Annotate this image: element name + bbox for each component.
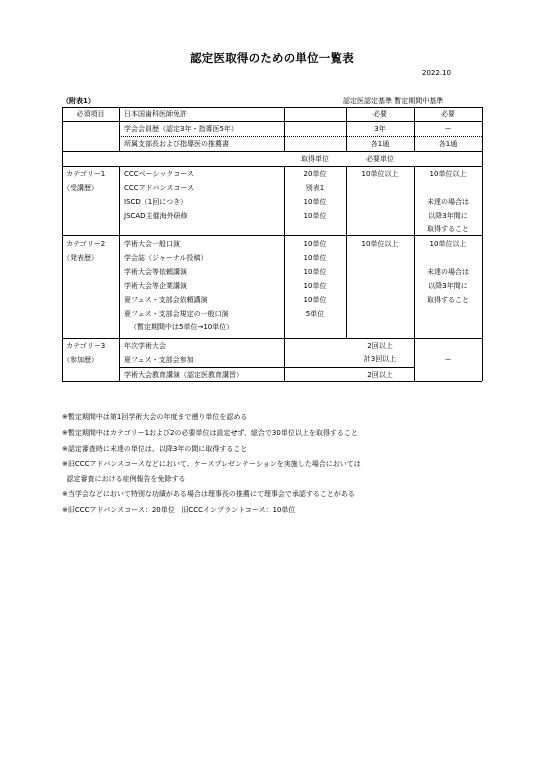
category-2-unit: 10単位 [303,296,327,304]
category-1-interim: 取得すること [427,225,469,233]
category-3-std-required: 2回以上 [367,371,393,379]
note-line: ※暫定期間中はカテゴリー1および2の必要単位は設定せず、総合で30単位以上を取得すること [62,429,358,437]
category-2-sub: （発表歴） [63,254,98,262]
required-label: 必須項目 [76,110,105,118]
table-label: （附表1） [62,97,95,105]
col-divider [482,107,483,381]
category-2-item: 学会誌（ジャーナル投稿） [124,254,208,262]
category-1-item: CCCベーシックコース [124,170,194,178]
category-2-unit: 10単位 [303,254,327,262]
required-interim-value: ー [444,125,452,133]
std-header: 必要 [373,110,387,118]
required-item: 学会会員歴（認定3年・指導医5年） [124,125,238,133]
category-1-unit: 別表1 [305,184,325,192]
required-std-value: 3年 [374,125,386,133]
note-line: ※旧CCCアドバンスコースなどにおいて、ケースプレゼンテーションを実施した場合においては [62,460,361,468]
category-2-interim: 10単位以上 [429,240,467,248]
header-note: 認定医認定基準 暫定期間中基準 [343,97,444,105]
note-line: ※旧CCCアドバンスコース：20単位 旧CCCインプラントコース：10単位 [62,506,296,514]
category-1-sub: （受講歴） [63,184,98,192]
row-divider-dotted [119,136,482,137]
category-2-interim: 以降3年間に [428,282,468,290]
section-divider [62,338,482,339]
category-3-std-required: 計3回以上 [363,355,397,363]
category-2-extra-note: （暫定期間中は5単位→10単位） [130,323,234,331]
category-3-item: 年次学術大会 [124,342,166,350]
document-date: 2022.10 [422,69,451,77]
category-1-item: JSCAD主催海外研修 [124,212,188,220]
category-1-unit: 20単位 [303,170,327,178]
category-3-interim: ー [444,356,452,364]
note-line: 認定審査における症例報告を免除する [62,475,186,483]
table-top-border [62,107,482,108]
col-divider [284,107,285,151]
col-divider [62,107,63,381]
category-3-std-required: 2回以上 [367,342,393,350]
page-title: 認定医取得のための単位一覧表 [190,51,354,65]
category-3-sub: （参加歴） [63,356,98,364]
col-divider [119,107,120,151]
category-2-item: 学術大会一般口演 [124,240,180,248]
section-divider [62,235,482,236]
required-column-header: 必要単位 [366,155,394,163]
category-2-item: 学術大会等依頼講演 [124,268,187,276]
row-divider [62,121,482,122]
category-2-item: 学術大会等企業講演 [124,282,187,290]
category-1-interim: 10単位以上 [429,170,467,178]
required-interim-value: 各1通 [438,140,458,148]
category-2-unit: 10単位 [303,268,327,276]
category-1-interim: 未達の場合は [427,198,469,206]
category-1-interim: 以降3年間に [428,212,468,220]
category-1-item: CCCアドバンスコース [124,184,194,192]
required-item: 所属支部長および指導医の推薦書 [124,140,229,148]
unit-column-header: 取得単位 [301,155,329,163]
category-2-unit: 10単位 [303,240,327,248]
category-2-interim: 未達の場合は [427,268,469,276]
interim-header: 必要 [441,110,455,118]
category-2-unit: 10単位 [303,282,327,290]
category-1-label: カテゴリー1 [66,170,106,178]
category-2-unit: 5単位 [305,310,325,318]
category-3-item: 学術大会教育講演（認定医教育講習） [124,371,243,379]
required-std-value: 各1通 [370,140,390,148]
section-divider [62,166,482,167]
category-3-label: カテゴリー3 [66,342,106,350]
required-item: 日本国歯科医師免許 [124,110,187,118]
note-line: ※認定審査時に未達の単位は、以降3年の間に取得すること [62,445,248,453]
category-2-interim: 取得すること [427,296,469,304]
category-1-unit: 10単位 [303,212,327,220]
col-divider [119,166,120,381]
category-2-label: カテゴリー2 [66,240,106,248]
category-1-item: ISCD（1回につき） [124,198,188,206]
note-line: ※暫定期間中は第1回学術大会の年度まで遡り単位を認める [62,413,248,421]
category-1-unit: 10単位 [303,198,327,206]
section-divider [62,151,482,152]
row-divider [119,367,414,368]
category-2-std-required: 10単位以上 [361,240,399,248]
category-3-item: 夏フェス・支部会参加 [124,356,194,364]
category-1-std-required: 10単位以上 [361,170,399,178]
note-line: ※当学会などにおいて特別な功績がある場合は理事長の推薦にて理事会で承認することがある [62,490,355,498]
col-divider [346,166,347,338]
table-bottom-border [62,381,482,382]
category-2-item: 夏フェス・支部会依頼講演 [124,296,208,304]
category-2-item: 夏フェス・支部会規定の一般口演 [124,310,229,318]
